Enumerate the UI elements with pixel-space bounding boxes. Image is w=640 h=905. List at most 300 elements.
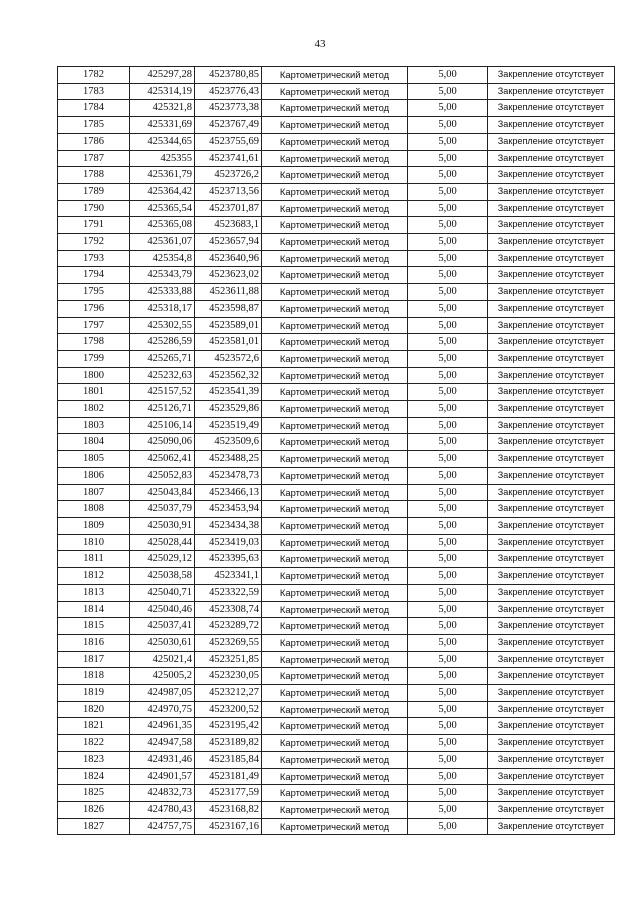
table-row (58, 350, 615, 367)
x-coordinate-cell: 424947,58 (130, 735, 195, 752)
point-number-cell: 1812 (58, 568, 130, 585)
y-coordinate-cell: 4523167,16 (195, 818, 262, 835)
fixation-cell: Закрепление отсутствует (488, 701, 615, 718)
x-coordinate-cell: 425355 (130, 150, 195, 167)
x-coordinate-cell: 425344,65 (130, 133, 195, 150)
point-number-cell: 1827 (58, 818, 130, 835)
error-cell: 5,00 (408, 384, 488, 401)
error-cell: 5,00 (408, 551, 488, 568)
y-coordinate-cell: 4523773,38 (195, 100, 262, 117)
point-number-cell: 1826 (58, 801, 130, 818)
error-cell: 5,00 (408, 467, 488, 484)
y-coordinate-cell: 4523177,59 (195, 785, 262, 802)
fixation-cell: Закрепление отсутствует (488, 284, 615, 301)
point-number-cell: 1786 (58, 133, 130, 150)
error-cell: 5,00 (408, 217, 488, 234)
fixation-cell: Закрепление отсутствует (488, 651, 615, 668)
table-row (58, 67, 615, 84)
point-number-cell: 1790 (58, 200, 130, 217)
fixation-cell: Закрепление отсутствует (488, 568, 615, 585)
method-cell: Картометрический метод (262, 718, 408, 735)
fixation-cell: Закрепление отсутствует (488, 718, 615, 735)
x-coordinate-cell: 425361,07 (130, 234, 195, 251)
table-row (58, 768, 615, 785)
y-coordinate-cell: 4523453,94 (195, 501, 262, 518)
fixation-cell: Закрепление отсутствует (488, 534, 615, 551)
method-cell: Картометрический метод (262, 818, 408, 835)
x-coordinate-cell: 425040,46 (130, 601, 195, 618)
point-number-cell: 1793 (58, 250, 130, 267)
fixation-cell: Закрепление отсутствует (488, 334, 615, 351)
point-number-cell: 1823 (58, 751, 130, 768)
error-cell: 5,00 (408, 367, 488, 384)
error-cell: 5,00 (408, 350, 488, 367)
x-coordinate-cell: 425106,14 (130, 417, 195, 434)
point-number-cell: 1820 (58, 701, 130, 718)
fixation-cell: Закрепление отсутствует (488, 133, 615, 150)
method-cell: Картометрический метод (262, 284, 408, 301)
fixation-cell: Закрепление отсутствует (488, 167, 615, 184)
point-number-cell: 1815 (58, 618, 130, 635)
fixation-cell: Закрепление отсутствует (488, 685, 615, 702)
table-row (58, 517, 615, 534)
error-cell: 5,00 (408, 601, 488, 618)
fixation-cell: Закрепление отсутствует (488, 818, 615, 835)
fixation-cell: Закрепление отсутствует (488, 785, 615, 802)
error-cell: 5,00 (408, 584, 488, 601)
fixation-cell: Закрепление отсутствует (488, 367, 615, 384)
method-cell: Картометрический метод (262, 434, 408, 451)
fixation-cell: Закрепление отсутствует (488, 234, 615, 251)
x-coordinate-cell: 425365,08 (130, 217, 195, 234)
error-cell: 5,00 (408, 484, 488, 501)
x-coordinate-cell: 425333,88 (130, 284, 195, 301)
x-coordinate-cell: 425043,84 (130, 484, 195, 501)
fixation-cell: Закрепление отсутствует (488, 668, 615, 685)
y-coordinate-cell: 4523529,86 (195, 401, 262, 418)
y-coordinate-cell: 4523488,25 (195, 451, 262, 468)
table-row (58, 200, 615, 217)
method-cell: Картометрический метод (262, 751, 408, 768)
point-number-cell: 1798 (58, 334, 130, 351)
error-cell: 5,00 (408, 83, 488, 100)
error-cell: 5,00 (408, 451, 488, 468)
x-coordinate-cell: 425062,41 (130, 451, 195, 468)
point-number-cell: 1782 (58, 67, 130, 84)
fixation-cell: Закрепление отсутствует (488, 267, 615, 284)
y-coordinate-cell: 4523572,6 (195, 350, 262, 367)
error-cell: 5,00 (408, 651, 488, 668)
table-row (58, 250, 615, 267)
table-row (58, 551, 615, 568)
y-coordinate-cell: 4523185,84 (195, 751, 262, 768)
method-cell: Картометрический метод (262, 768, 408, 785)
y-coordinate-cell: 4523776,43 (195, 83, 262, 100)
y-coordinate-cell: 4523623,02 (195, 267, 262, 284)
method-cell: Картометрический метод (262, 417, 408, 434)
table-row (58, 501, 615, 518)
method-cell: Картометрический метод (262, 568, 408, 585)
method-cell: Картометрический метод (262, 634, 408, 651)
fixation-cell: Закрепление отсутствует (488, 317, 615, 334)
error-cell: 5,00 (408, 67, 488, 84)
fixation-cell: Закрепление отсутствует (488, 183, 615, 200)
table-row (58, 634, 615, 651)
fixation-cell: Закрепление отсутствует (488, 150, 615, 167)
error-cell: 5,00 (408, 133, 488, 150)
x-coordinate-cell: 425318,17 (130, 300, 195, 317)
method-cell: Картометрический метод (262, 584, 408, 601)
table-row (58, 685, 615, 702)
point-number-cell: 1805 (58, 451, 130, 468)
table-row (58, 467, 615, 484)
point-number-cell: 1800 (58, 367, 130, 384)
point-number-cell: 1825 (58, 785, 130, 802)
x-coordinate-cell: 425364,42 (130, 183, 195, 200)
x-coordinate-cell: 425090,06 (130, 434, 195, 451)
table-row (58, 451, 615, 468)
point-number-cell: 1811 (58, 551, 130, 568)
method-cell: Картометрический метод (262, 685, 408, 702)
table-row (58, 618, 615, 635)
table-row (58, 300, 615, 317)
x-coordinate-cell: 425021,4 (130, 651, 195, 668)
point-number-cell: 1816 (58, 634, 130, 651)
x-coordinate-cell: 425005,2 (130, 668, 195, 685)
error-cell: 5,00 (408, 401, 488, 418)
point-number-cell: 1824 (58, 768, 130, 785)
table-row (58, 534, 615, 551)
x-coordinate-cell: 425361,79 (130, 167, 195, 184)
x-coordinate-cell: 425302,55 (130, 317, 195, 334)
point-number-cell: 1796 (58, 300, 130, 317)
point-number-cell: 1785 (58, 117, 130, 134)
method-cell: Картометрический метод (262, 183, 408, 200)
fixation-cell: Закрепление отсутствует (488, 584, 615, 601)
y-coordinate-cell: 4523251,85 (195, 651, 262, 668)
point-number-cell: 1817 (58, 651, 130, 668)
y-coordinate-cell: 4523767,49 (195, 117, 262, 134)
point-number-cell: 1814 (58, 601, 130, 618)
error-cell: 5,00 (408, 100, 488, 117)
fixation-cell: Закрепление отсутствует (488, 384, 615, 401)
error-cell: 5,00 (408, 668, 488, 685)
table-row (58, 317, 615, 334)
error-cell: 5,00 (408, 417, 488, 434)
error-cell: 5,00 (408, 300, 488, 317)
method-cell: Картометрический метод (262, 200, 408, 217)
y-coordinate-cell: 4523322,59 (195, 584, 262, 601)
point-number-cell: 1794 (58, 267, 130, 284)
point-number-cell: 1808 (58, 501, 130, 518)
table-row (58, 668, 615, 685)
method-cell: Картометрический метод (262, 601, 408, 618)
method-cell: Картометрический метод (262, 133, 408, 150)
error-cell: 5,00 (408, 735, 488, 752)
method-cell: Картометрический метод (262, 651, 408, 668)
table-row (58, 334, 615, 351)
x-coordinate-cell: 425126,71 (130, 401, 195, 418)
method-cell: Картометрический метод (262, 484, 408, 501)
table-row (58, 718, 615, 735)
x-coordinate-cell: 425030,61 (130, 634, 195, 651)
point-number-cell: 1821 (58, 718, 130, 735)
point-number-cell: 1802 (58, 401, 130, 418)
table-row (58, 818, 615, 835)
table-row (58, 284, 615, 301)
point-number-cell: 1797 (58, 317, 130, 334)
table-row (58, 484, 615, 501)
y-coordinate-cell: 4523598,87 (195, 300, 262, 317)
x-coordinate-cell: 425286,59 (130, 334, 195, 351)
fixation-cell: Закрепление отсутствует (488, 735, 615, 752)
error-cell: 5,00 (408, 818, 488, 835)
x-coordinate-cell: 425297,28 (130, 67, 195, 84)
point-number-cell: 1788 (58, 167, 130, 184)
method-cell: Картометрический метод (262, 501, 408, 518)
y-coordinate-cell: 4523419,03 (195, 534, 262, 551)
table-row (58, 735, 615, 752)
x-coordinate-cell: 425037,79 (130, 501, 195, 518)
fixation-cell: Закрепление отсутствует (488, 217, 615, 234)
y-coordinate-cell: 4523611,88 (195, 284, 262, 301)
point-number-cell: 1784 (58, 100, 130, 117)
error-cell: 5,00 (408, 768, 488, 785)
method-cell: Картометрический метод (262, 267, 408, 284)
table-row (58, 167, 615, 184)
y-coordinate-cell: 4523701,87 (195, 200, 262, 217)
method-cell: Картометрический метод (262, 317, 408, 334)
table-row (58, 601, 615, 618)
method-cell: Картометрический метод (262, 334, 408, 351)
y-coordinate-cell: 4523230,05 (195, 668, 262, 685)
x-coordinate-cell: 425354,8 (130, 250, 195, 267)
table-row (58, 83, 615, 100)
error-cell: 5,00 (408, 334, 488, 351)
error-cell: 5,00 (408, 568, 488, 585)
error-cell: 5,00 (408, 534, 488, 551)
x-coordinate-cell: 425331,69 (130, 117, 195, 134)
y-coordinate-cell: 4523466,13 (195, 484, 262, 501)
error-cell: 5,00 (408, 117, 488, 134)
method-cell: Картометрический метод (262, 83, 408, 100)
method-cell: Картометрический метод (262, 367, 408, 384)
method-cell: Картометрический метод (262, 534, 408, 551)
y-coordinate-cell: 4523657,94 (195, 234, 262, 251)
table-row (58, 701, 615, 718)
y-coordinate-cell: 4523726,2 (195, 167, 262, 184)
y-coordinate-cell: 4523640,96 (195, 250, 262, 267)
y-coordinate-cell: 4523755,69 (195, 133, 262, 150)
point-number-cell: 1810 (58, 534, 130, 551)
table-row (58, 434, 615, 451)
error-cell: 5,00 (408, 250, 488, 267)
method-cell: Картометрический метод (262, 401, 408, 418)
y-coordinate-cell: 4523181,49 (195, 768, 262, 785)
point-number-cell: 1801 (58, 384, 130, 401)
fixation-cell: Закрепление отсутствует (488, 751, 615, 768)
x-coordinate-cell: 424901,57 (130, 768, 195, 785)
point-number-cell: 1799 (58, 350, 130, 367)
point-number-cell: 1792 (58, 234, 130, 251)
fixation-cell: Закрепление отсутствует (488, 768, 615, 785)
fixation-cell: Закрепление отсутствует (488, 451, 615, 468)
method-cell: Картометрический метод (262, 234, 408, 251)
fixation-cell: Закрепление отсутствует (488, 67, 615, 84)
fixation-cell: Закрепление отсутствует (488, 350, 615, 367)
x-coordinate-cell: 425029,12 (130, 551, 195, 568)
y-coordinate-cell: 4523395,63 (195, 551, 262, 568)
error-cell: 5,00 (408, 751, 488, 768)
point-number-cell: 1789 (58, 183, 130, 200)
error-cell: 5,00 (408, 685, 488, 702)
table-row (58, 267, 615, 284)
error-cell: 5,00 (408, 284, 488, 301)
x-coordinate-cell: 424757,75 (130, 818, 195, 835)
y-coordinate-cell: 4523341,1 (195, 568, 262, 585)
x-coordinate-cell: 425343,79 (130, 267, 195, 284)
point-number-cell: 1806 (58, 467, 130, 484)
fixation-cell: Закрепление отсутствует (488, 100, 615, 117)
x-coordinate-cell: 424832,73 (130, 785, 195, 802)
y-coordinate-cell: 4523581,01 (195, 334, 262, 351)
point-number-cell: 1803 (58, 417, 130, 434)
table-row (58, 584, 615, 601)
table-row (58, 568, 615, 585)
fixation-cell: Закрепление отсутствует (488, 517, 615, 534)
error-cell: 5,00 (408, 167, 488, 184)
method-cell: Картометрический метод (262, 801, 408, 818)
fixation-cell: Закрепление отсутствует (488, 300, 615, 317)
fixation-cell: Закрепление отсутствует (488, 634, 615, 651)
table-row (58, 234, 615, 251)
x-coordinate-cell: 425052,83 (130, 467, 195, 484)
method-cell: Картометрический метод (262, 350, 408, 367)
method-cell: Картометрический метод (262, 785, 408, 802)
table-row (58, 785, 615, 802)
y-coordinate-cell: 4523780,85 (195, 67, 262, 84)
method-cell: Картометрический метод (262, 100, 408, 117)
point-number-cell: 1813 (58, 584, 130, 601)
error-cell: 5,00 (408, 267, 488, 284)
y-coordinate-cell: 4523519,49 (195, 417, 262, 434)
table-row (58, 651, 615, 668)
y-coordinate-cell: 4523195,42 (195, 718, 262, 735)
table-row (58, 183, 615, 200)
fixation-cell: Закрепление отсутствует (488, 501, 615, 518)
error-cell: 5,00 (408, 785, 488, 802)
y-coordinate-cell: 4523713,56 (195, 183, 262, 200)
error-cell: 5,00 (408, 501, 488, 518)
x-coordinate-cell: 424931,46 (130, 751, 195, 768)
y-coordinate-cell: 4523189,82 (195, 735, 262, 752)
error-cell: 5,00 (408, 234, 488, 251)
table-row (58, 384, 615, 401)
y-coordinate-cell: 4523741,61 (195, 150, 262, 167)
fixation-cell: Закрепление отсутствует (488, 83, 615, 100)
x-coordinate-cell: 424780,43 (130, 801, 195, 818)
method-cell: Картометрический метод (262, 618, 408, 635)
y-coordinate-cell: 4523434,38 (195, 517, 262, 534)
error-cell: 5,00 (408, 150, 488, 167)
x-coordinate-cell: 425321,8 (130, 100, 195, 117)
method-cell: Картометрический метод (262, 668, 408, 685)
point-number-cell: 1807 (58, 484, 130, 501)
method-cell: Картометрический метод (262, 167, 408, 184)
y-coordinate-cell: 4523589,01 (195, 317, 262, 334)
table-row (58, 417, 615, 434)
method-cell: Картометрический метод (262, 467, 408, 484)
method-cell: Картометрический метод (262, 517, 408, 534)
table-row (58, 801, 615, 818)
page-number: 43 (314, 38, 326, 50)
x-coordinate-cell: 425028,44 (130, 534, 195, 551)
method-cell: Картометрический метод (262, 250, 408, 267)
y-coordinate-cell: 4523168,82 (195, 801, 262, 818)
method-cell: Картометрический метод (262, 384, 408, 401)
point-number-cell: 1804 (58, 434, 130, 451)
table-row (58, 751, 615, 768)
x-coordinate-cell: 425037,41 (130, 618, 195, 635)
fixation-cell: Закрепление отсутствует (488, 601, 615, 618)
table-body (58, 67, 615, 835)
fixation-cell: Закрепление отсутствует (488, 551, 615, 568)
error-cell: 5,00 (408, 701, 488, 718)
x-coordinate-cell: 425030,91 (130, 517, 195, 534)
table-row (58, 100, 615, 117)
error-cell: 5,00 (408, 634, 488, 651)
method-cell: Картометрический метод (262, 701, 408, 718)
point-number-cell: 1809 (58, 517, 130, 534)
method-cell: Картометрический метод (262, 451, 408, 468)
fixation-cell: Закрепление отсутствует (488, 801, 615, 818)
y-coordinate-cell: 4523269,55 (195, 634, 262, 651)
fixation-cell: Закрепление отсутствует (488, 618, 615, 635)
y-coordinate-cell: 4523308,74 (195, 601, 262, 618)
y-coordinate-cell: 4523683,1 (195, 217, 262, 234)
x-coordinate-cell: 425265,71 (130, 350, 195, 367)
x-coordinate-cell: 424961,35 (130, 718, 195, 735)
y-coordinate-cell: 4523289,72 (195, 618, 262, 635)
method-cell: Картометрический метод (262, 150, 408, 167)
method-cell: Картометрический метод (262, 300, 408, 317)
fixation-cell: Закрепление отсутствует (488, 401, 615, 418)
y-coordinate-cell: 4523509,6 (195, 434, 262, 451)
point-number-cell: 1819 (58, 685, 130, 702)
y-coordinate-cell: 4523200,52 (195, 701, 262, 718)
coordinates-table (57, 66, 615, 835)
x-coordinate-cell: 425038,58 (130, 568, 195, 585)
point-number-cell: 1818 (58, 668, 130, 685)
y-coordinate-cell: 4523541,39 (195, 384, 262, 401)
fixation-cell: Закрепление отсутствует (488, 484, 615, 501)
fixation-cell: Закрепление отсутствует (488, 434, 615, 451)
x-coordinate-cell: 425232,63 (130, 367, 195, 384)
x-coordinate-cell: 425314,19 (130, 83, 195, 100)
table-row (58, 117, 615, 134)
error-cell: 5,00 (408, 718, 488, 735)
point-number-cell: 1791 (58, 217, 130, 234)
point-number-cell: 1795 (58, 284, 130, 301)
error-cell: 5,00 (408, 200, 488, 217)
table-row (58, 150, 615, 167)
error-cell: 5,00 (408, 317, 488, 334)
point-number-cell: 1787 (58, 150, 130, 167)
point-number-cell: 1822 (58, 735, 130, 752)
table-row (58, 217, 615, 234)
y-coordinate-cell: 4523478,73 (195, 467, 262, 484)
x-coordinate-cell: 424987,05 (130, 685, 195, 702)
